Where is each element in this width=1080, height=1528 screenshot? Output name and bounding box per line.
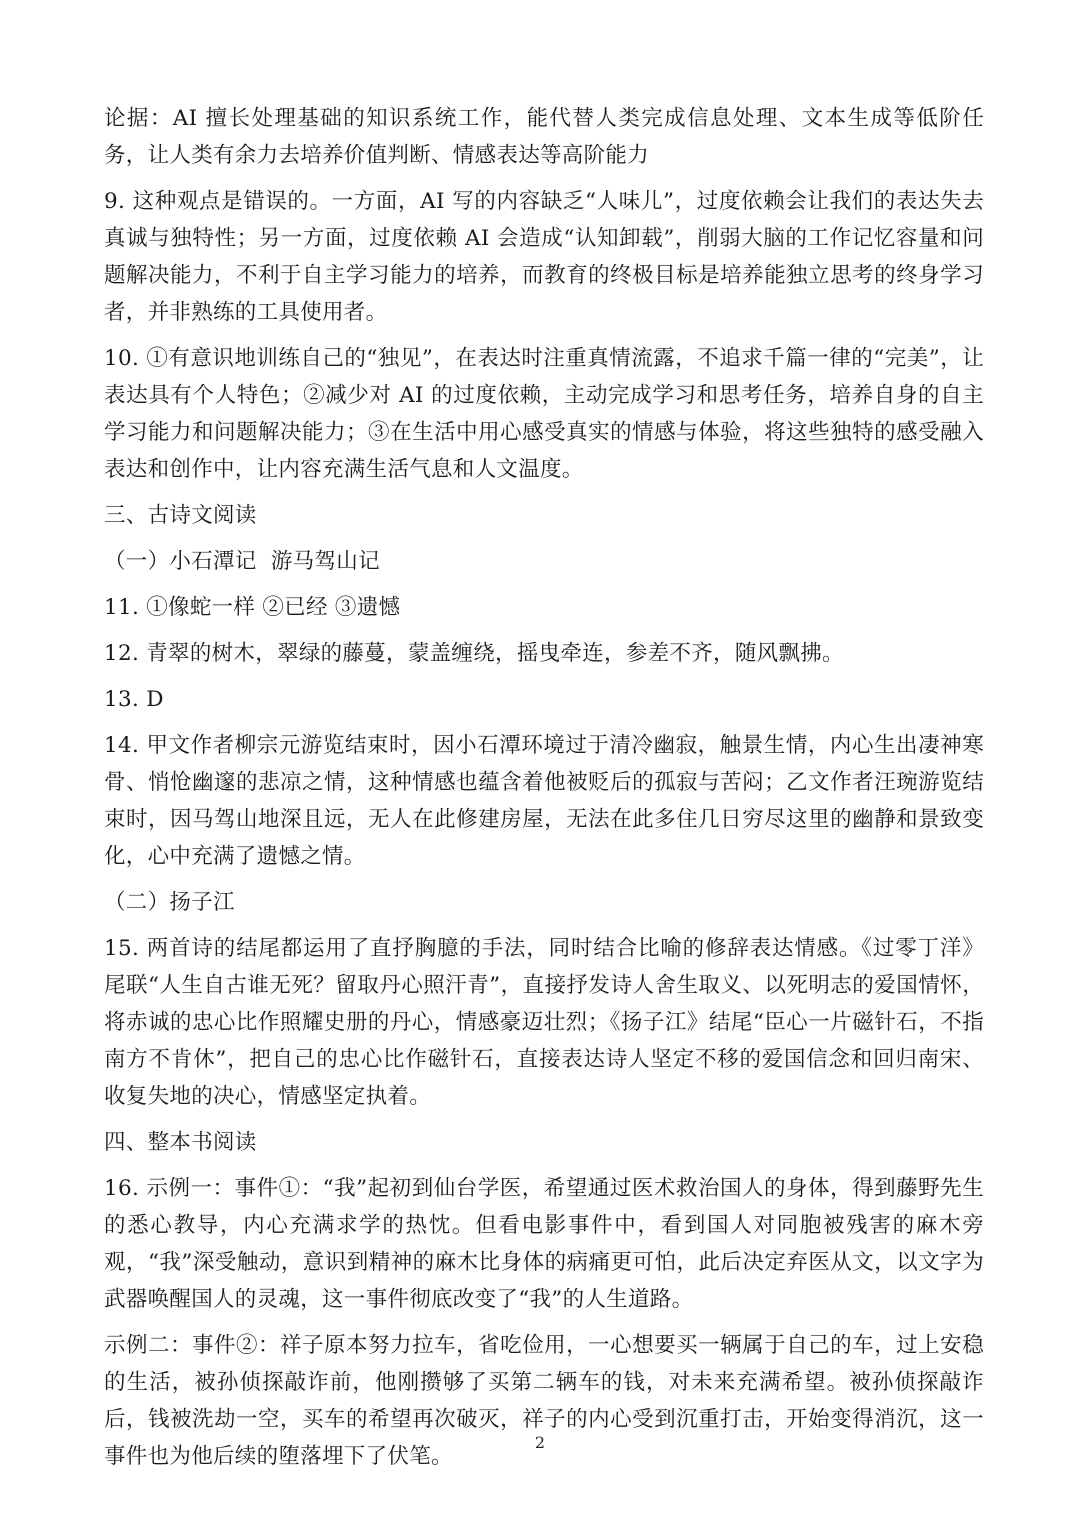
answer-15: 15. 两首诗的结尾都运用了直抒胸臆的手法，同时结合比喻的修辞表达情感。《过零丁洋》尾联“人生自古谁无死？留取丹心照汗青”，直接抒发诗人舍生取义、以死明志的爱国情怀，将赤诚的忠心比作照耀史册的丹心，情感豪迈壮烈；《扬子江》结尾“臣心一片磁针石，不指南方不肯休”，把自己的忠心比作磁针石，直接表达诗人坚定不移的爱国信念和回归南宋、收复失地的决心，情感坚定执着。 [104,936,984,1109]
answer-12: 12. 青翠的树木，翠绿的藤蔓，蒙盖缠绕，摇曳牵连，参差不齐，随风飘拂。 [104,641,844,666]
answer-14: 14. 甲文作者柳宗元游览结束时，因小石潭环境过于清冷幽寂，触景生情，内心生出凄神寒骨、悄怆幽邃的悲凉之情，这种情感也蕴含着他被贬后的孤寂与苦闷；乙文作者汪琬游览结束时，因马驾山地深且远，无人在此修建房屋，无法在此多住几日穷尽这里的幽静和景致变化，心中充满了遗憾之情。 [104,733,984,869]
paragraph-argument: 论据：AI 擅长处理基础的知识系统工作，能代替人类完成信息处理、文本生成等低阶任务，让人类有余力去培养价值判断、情感表达等高阶能力 [104,106,984,168]
answer-16-example-1: 16. 示例一：事件①：“我”起初到仙台学医，希望通过医术救治国人的身体，得到藤野先生的悉心教导，内心充满求学的热忱。但看电影事件中，看到国人对同胞被残害的麻木旁观，“我”深受触动，意识到精神的麻木比身体的病痛更可怕，此后决定弃医从文，以文字为武器唤醒国人的灵魂，这一事件彻底改变了“我”的人生道路。 [104,1176,984,1312]
section-heading-classical-reading: 三、古诗文阅读 [104,503,257,528]
section-heading-whole-book-reading: 四、整本书阅读 [104,1130,257,1155]
document-body [104,100,984,1484]
subheading-yangzijiang: （二）扬子江 [104,890,235,915]
answer-9: 9. 这种观点是错误的。一方面，AI 写的内容缺乏“人味儿”，过度依赖会让我们的表达失去真诚与独特性；另一方面，过度依赖 AI 会造成“认知卸载”，削弱大脑的工作记忆容量和问题解决能力，不利于自主学习能力的培养，而教育的终极目标是培养能独立思考的终身学习者，并非熟练的工具使用者。 [104,189,984,325]
subheading-xiaoshitan: （一）小石潭记 游马驾山记 [104,549,380,574]
answer-11: 11. ①像蛇一样 ②已经 ③遗憾 [104,595,401,620]
answer-13: 13. D [104,687,164,712]
page-number: 2 [534,1433,546,1452]
answer-16-example-2: 示例二：事件②：祥子原本努力拉车，省吃俭用，一心想要买一辆属于自己的车，过上安稳的生活，被孙侦探敲诈前，他刚攒够了买第二辆车的钱，对未来充满希望。被孙侦探敲诈后，钱被洗劫一空，买车的希望再次破灭，祥子的内心受到沉重打击，开始变得消沉，这一事件也为他后续的堕落埋下了伏笔。 [104,1333,984,1469]
answer-10: 10. ①有意识地训练自己的“独见”，在表达时注重真情流露，不追求千篇一律的“完美”，让表达具有个人特色；②减少对 AI 的过度依赖，主动完成学习和思考任务，培养自身的自主学习能力和问题解决能力；③在生活中用心感受真实的情感与体验，将这些独特的感受融入表达和创作中，让内容充满生活气息和人文温度。 [104,346,984,482]
